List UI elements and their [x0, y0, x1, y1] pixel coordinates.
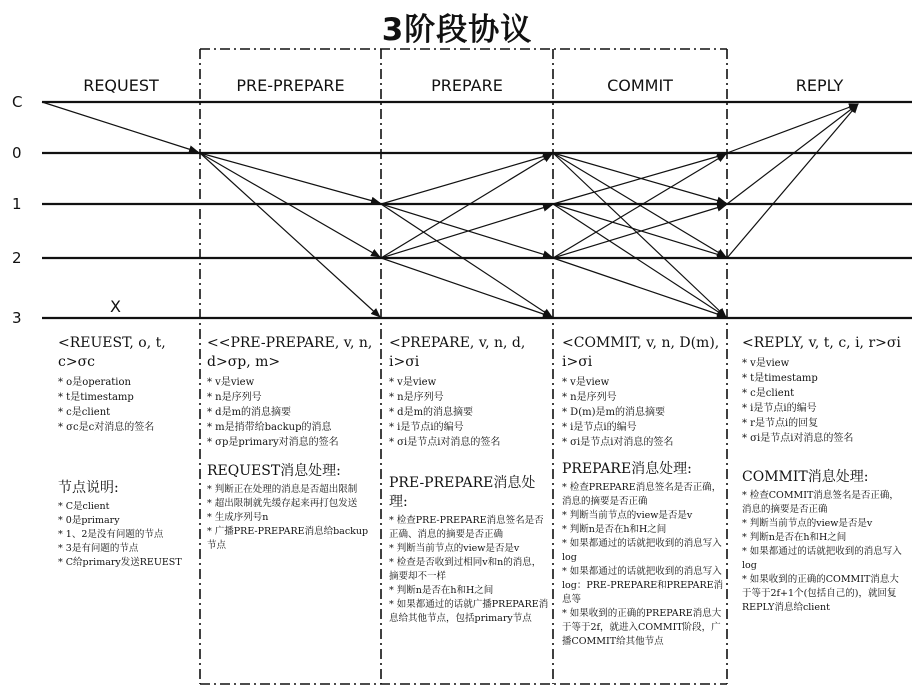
phase-label-reply: REPLY	[795, 76, 844, 95]
prepare-field: * d是m的消息摘要	[389, 407, 474, 418]
prepare-processing-step: * 如果收到的正确的PREPARE消息大于等于2f，就进入COMMIT阶段，广播COMMIT给其他节点	[562, 608, 722, 647]
commit-field: * n是序列号	[562, 392, 617, 403]
node-label-c: C	[12, 93, 23, 111]
commit-processing-title: COMMIT消息处理:	[742, 469, 869, 485]
node-label-3: 3	[12, 309, 22, 327]
commit-message-format: <COMMIT, v, n, D(m), i>σi	[562, 335, 720, 370]
node-label-1: 1	[12, 195, 22, 213]
faulty-node-mark: X	[110, 297, 121, 316]
prepare-field: * n是序列号	[389, 392, 444, 403]
commit-column	[562, 334, 724, 680]
request-field: * σc是c对消息的签名	[58, 422, 155, 433]
pre-prepare-processing-step: * 判断当前节点的view是否是v	[389, 543, 520, 554]
node-label-0: 0	[12, 144, 22, 162]
pre-prepare-processing-step: * 如果都通过的话就广播PREPARE消息给其他节点，包括primary节点	[389, 599, 549, 624]
reply-field: * v是view	[742, 358, 790, 369]
prepare-processing-step: * 检查PREPARE消息签名是否正确，消息的摘要是否正确	[562, 482, 722, 507]
pre-prepare-processing-step: * 判断n是否在h和H之间	[389, 585, 494, 596]
reply-field: * σi是节点i对消息的签名	[742, 433, 854, 444]
commit-field: * σi是节点i对消息的签名	[562, 437, 674, 448]
reply-field: * t是timestamp	[742, 373, 818, 384]
prepare-field: * i是节点i的编号	[389, 422, 464, 433]
pre-prepare-field: * v是view	[207, 377, 255, 388]
pre-prepare-field: * m是捎带给backup的消息	[207, 422, 332, 433]
prepare-processing-step: * 如果都通过的话就把收到的消息写入log	[562, 538, 722, 563]
prepare-message-format: <PREPARE, v, n, d, i>σi	[389, 335, 526, 370]
request-field: * c是client	[58, 407, 111, 418]
diagram-title: 3阶段协议	[381, 12, 533, 48]
reply-column	[742, 334, 908, 654]
reply-field: * c是client	[742, 388, 795, 399]
request-processing-step: * 判断正在处理的消息是否超出限制	[207, 484, 358, 495]
pre-prepare-field: * d是m的消息摘要	[207, 407, 292, 418]
message-arrows	[42, 102, 858, 317]
commit-processing-step: * 检查COMMIT消息签名是否正确，消息的摘要是否正确	[742, 490, 899, 515]
pre-prepare-processing-title: PRE-PREPARE消息处理:	[389, 475, 536, 510]
request-field: * t是timestamp	[58, 392, 134, 403]
node-note: * C是client	[58, 501, 110, 512]
prepare-processing-step: * 如果都通过的话就把收到的消息写入log：PRE-PREPARE和PREPARE消息等	[562, 566, 724, 605]
reply-message-format: <REPLY, v, t, c, i, r>σi	[742, 335, 901, 351]
node-note: * 1、2是没有问题的节点	[58, 529, 164, 540]
pre-prepare-column	[207, 334, 377, 574]
prepare-field: * σi是节点i对消息的签名	[389, 437, 501, 448]
request-processing-step: * 广播PRE-PREPARE消息给backup节点	[207, 526, 369, 551]
commit-processing-step: * 如果都通过的话就把收到的消息写入log	[742, 546, 902, 571]
commit-processing-step: * 判断n是否在h和H之间	[742, 532, 847, 543]
phase-label-pre-prepare: PRE-PREPARE	[236, 76, 345, 95]
request-field: * o是operation	[58, 377, 131, 388]
commit-processing-step: * 如果收到的正确的COMMIT消息大于等于2f+1个(包括自己的)，就回复REPLY消息给client	[742, 574, 899, 613]
prepare-processing-step: * 判断n是否在h和H之间	[562, 524, 667, 535]
pre-prepare-field: * σp是primary对消息的签名	[207, 437, 339, 448]
request-processing-step: * 生成序列号n	[207, 512, 269, 523]
prepare-processing-title: PREPARE消息处理:	[562, 461, 692, 477]
pre-prepare-processing-step: * 检查是否收到过相同v和n的消息，摘要却不一样	[389, 557, 542, 582]
phase-label-prepare: PREPARE	[431, 76, 503, 95]
phase-label-request: REQUEST	[83, 76, 159, 95]
commit-field: * i是节点i的编号	[562, 422, 637, 433]
node-note: * 3是有问题的节点	[58, 543, 139, 554]
reply-field: * i是节点i的编号	[742, 403, 817, 414]
pre-prepare-processing-step: * 检查PRE-PREPARE消息签名是否正确、消息的摘要是否正确	[389, 515, 544, 540]
node-label-2: 2	[12, 249, 22, 267]
request-processing-title: REQUEST消息处理:	[207, 463, 341, 479]
prepare-column	[389, 334, 549, 664]
prepare-processing-step: * 判断当前节点的view是否是v	[562, 510, 693, 521]
node-notes-title: 节点说明:	[58, 480, 119, 496]
node-note: * 0是primary	[58, 515, 120, 526]
reply-field: * r是节点i的回复	[742, 418, 819, 429]
commit-field: * v是view	[562, 377, 610, 388]
node-timelines	[42, 102, 912, 318]
request-message-format: <REUEST, o, t, c>σc	[58, 335, 166, 370]
pre-prepare-field: * n是序列号	[207, 392, 262, 403]
phase-label-commit: COMMIT	[607, 76, 673, 95]
request-processing-step: * 超出限制就先缓存起来再打包发送	[207, 498, 358, 509]
node-note: * C给primary发送REUEST	[58, 557, 182, 568]
pre-prepare-message-format: <<PRE-PREPARE, v, n, d>σp, m>	[207, 335, 373, 370]
request-column	[58, 334, 198, 574]
prepare-field: * v是view	[389, 377, 437, 388]
commit-processing-step: * 判断当前节点的view是否是v	[742, 518, 873, 529]
commit-field: * D(m)是m的消息摘要	[562, 407, 665, 418]
